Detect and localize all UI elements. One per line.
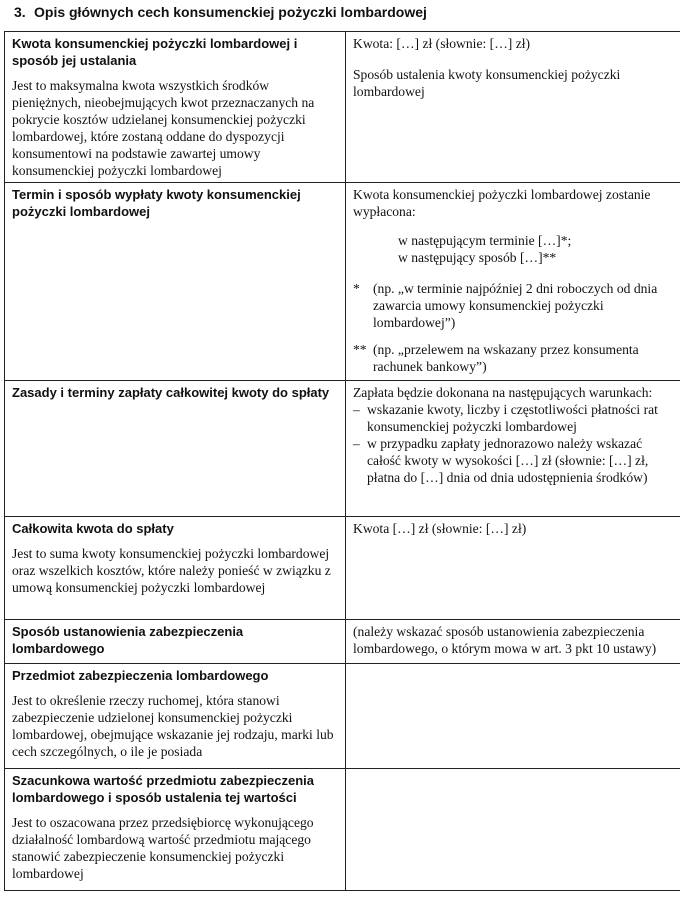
row-value-cell — [346, 620, 680, 664]
row-title: Termin i sposób wypłaty kwoty konsumenckiej pożyczki lombardowej — [12, 187, 301, 219]
row-title: Kwota konsumenckiej pożyczki lombardowej i sposób jej ustalania — [12, 36, 298, 68]
amount-text: Kwota: […] zł (słownie: […] zł) — [353, 36, 531, 51]
row-label-cell — [5, 517, 346, 620]
amount-method-text: Sposób ustalenia kwoty konsumenckiej pożyczki lombardowej — [353, 67, 621, 99]
dash-bullet: – — [353, 402, 360, 417]
footnote — [353, 280, 676, 331]
section-title: Opis głównych cech konsumenckiej pożyczki lombardowej — [34, 4, 427, 20]
section-number: 3. — [14, 4, 26, 20]
amount-text: Kwota […] zł (słownie: […] zł) — [353, 521, 527, 536]
loan-features-table — [4, 31, 680, 891]
table-row — [5, 620, 680, 664]
footnote-mark: ** — [353, 342, 367, 357]
table-row — [5, 664, 680, 769]
list-item — [353, 435, 676, 486]
footnote-mark: * — [353, 281, 360, 296]
row-label-cell — [5, 769, 346, 891]
table-row — [5, 769, 680, 891]
row-value-cell — [346, 183, 680, 381]
row-value-cell — [346, 517, 680, 620]
payout-term-line: w następującym terminie […]*; — [398, 233, 572, 248]
row-label-cell — [5, 664, 346, 769]
row-description: Jest to maksymalna kwota wszystkich środków pieniężnych, nieobejmujących kwot przeznaczanych na pokrycie kosztów udzielanej konsumenckiej pożyczki lombardowej, które zostaną oddane do dyspozycji konsumentowi na podstawie zawartej umowy konsumenckiej pożyczki lombardowej — [12, 78, 315, 178]
row-description: Jest to suma kwoty konsumenckiej pożyczki lombardowej oraz wszelkich kosztów, które należy ponieść w związku z umową konsumenckiej pożyczki lombardowej — [12, 546, 331, 595]
row-label-cell — [5, 381, 346, 517]
row-value-cell — [346, 664, 680, 769]
row-label-cell — [5, 32, 346, 183]
footnote-text: (np. „przelewem na wskazany przez konsumenta rachunek bankowy”) — [373, 342, 639, 374]
table-row — [5, 32, 680, 183]
row-title: Szacunkowa wartość przedmiotu zabezpieczenia lombardowego i sposób ustalenia tej wartości — [12, 773, 314, 805]
row-title: Zasady i terminy zapłaty całkowitej kwoty do spłaty — [12, 385, 330, 400]
list-item — [353, 401, 676, 435]
payment-intro: Zapłata będzie dokonana na następujących warunkach: — [353, 385, 653, 400]
list-item-text: w przypadku zapłaty jednorazowo należy wskazać całość kwoty w wysokości […] zł (słownie: […] zł, płatna do […] dnia od dnia udostępnienia środków) — [367, 436, 649, 485]
payout-method-line: w następujący sposób […]** — [398, 250, 557, 265]
section-heading — [14, 4, 427, 20]
row-value-cell — [346, 769, 680, 891]
row-title: Przedmiot zabezpieczenia lombardowego — [12, 668, 269, 683]
footnote-text: (np. „w terminie najpóźniej 2 dni roboczych od dnia zawarcia umowy konsumenckiej pożyczki lombardowej”) — [373, 281, 658, 330]
table-row — [5, 183, 680, 381]
row-description: Jest to oszacowana przez przedsiębiorcę wykonującego działalność lombardową wartość przedmiotu mającego stanowić zabezpieczenie konsumenckiej pożyczki lombardowej — [12, 815, 314, 881]
list-item-text: wskazanie kwoty, liczby i częstotliwości płatności rat konsumenckiej pożyczki lombardowej — [367, 402, 658, 434]
table-row — [5, 517, 680, 620]
row-label-cell — [5, 183, 346, 381]
dash-bullet: – — [353, 436, 360, 451]
row-value-cell — [346, 32, 680, 183]
row-label-cell — [5, 620, 346, 664]
payout-intro: Kwota konsumenckiej pożyczki lombardowej zostanie wypłacona: — [353, 187, 651, 219]
row-title: Całkowita kwota do spłaty — [12, 521, 174, 536]
payout-options — [353, 232, 676, 266]
row-value-text: (należy wskazać sposób ustanowienia zabezpieczenia lombardowego, o którym mowa w art. 3 pkt 10 ustawy) — [353, 624, 657, 656]
row-description: Jest to określenie rzeczy ruchomej, która stanowi zabezpieczenie udzielonej konsumenckiej pożyczki lombardowej, obejmujące wskazanie jej rodzaju, marki lub cech szczególnych, o ile je posiada — [12, 693, 334, 759]
row-value-cell — [346, 381, 680, 517]
table-row — [5, 381, 680, 517]
footnote — [353, 341, 676, 375]
row-title: Sposób ustanowienia zabezpieczenia lombardowego — [12, 624, 244, 656]
